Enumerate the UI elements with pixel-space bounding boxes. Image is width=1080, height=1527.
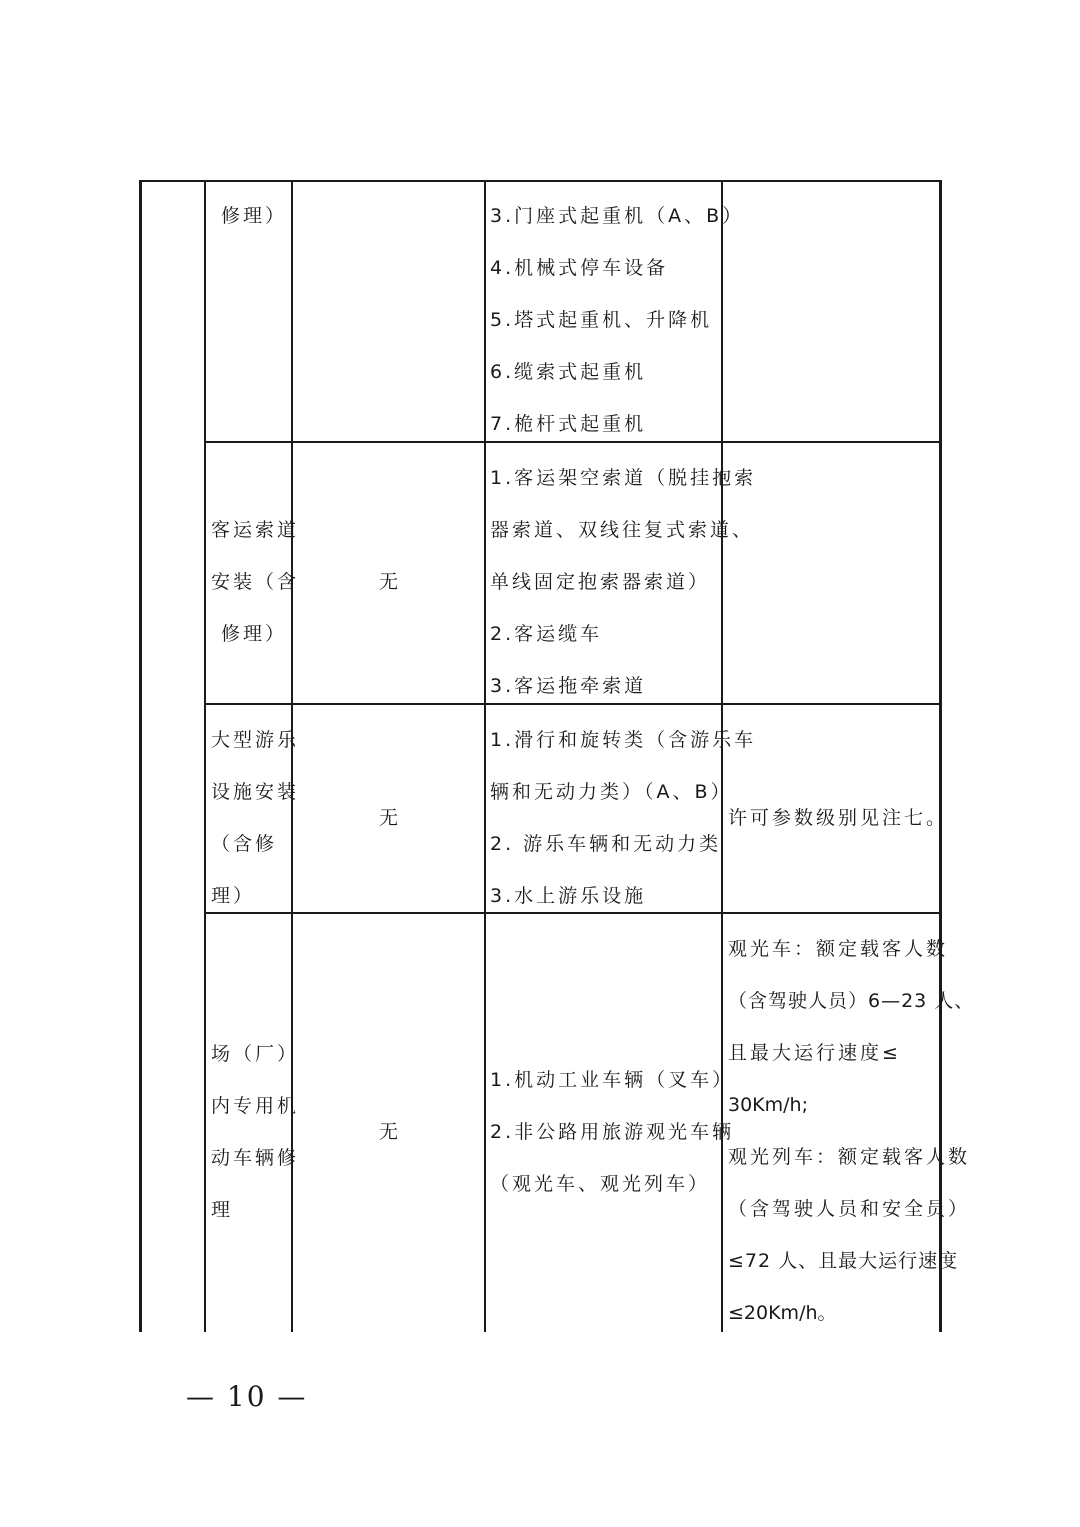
cell-equipment-type: 1.客运架空索道（脱挂抱索 — [490, 467, 757, 489]
table-row-divider — [204, 703, 942, 705]
cell-equipment-type: 2.非公路用旅游观光车辆 — [490, 1121, 735, 1143]
table-column-divider — [721, 180, 723, 1332]
page-number: — 10 — — [186, 1380, 308, 1413]
cell-equipment-type: （观光车、观光列车） — [490, 1173, 711, 1195]
cell-equipment-type: 3.门座式起重机（A、B） — [490, 205, 745, 227]
cell-project-name: 大型游乐 — [211, 729, 300, 751]
cell-equipment-type: 器索道、双线往复式索道、 — [490, 519, 755, 541]
cell-project-name: 理 — [211, 1199, 234, 1221]
cell-project-name: 理） — [211, 885, 256, 907]
cell-note: 观光列车：额定载客人数 — [728, 1146, 971, 1168]
cell-equipment-type: 辆和无动力类）（A、B） — [490, 781, 733, 803]
cell-project-name: 内专用机 — [211, 1095, 300, 1117]
cell-restriction: 无 — [378, 1121, 398, 1143]
table-column-divider — [484, 180, 486, 1332]
cell-note: （含驾驶人员）6—23 人、 — [728, 990, 975, 1012]
cell-project-name: 安装（含 — [211, 571, 300, 593]
cell-equipment-type: 2. 游乐车辆和无动力类 — [490, 833, 722, 855]
cell-equipment-type: 单线固定抱索器索道） — [490, 571, 711, 593]
cell-equipment-type: 5.塔式起重机、升降机 — [490, 309, 713, 331]
cell-note: （含驾驶人员和安全员） — [728, 1198, 971, 1220]
table-column-divider — [204, 180, 206, 1332]
cell-equipment-type: 2.客运缆车 — [490, 623, 603, 645]
cell-project-name: 动车辆修 — [211, 1147, 300, 1169]
cell-project-name: 场（厂） — [211, 1043, 300, 1065]
cell-note: 许可参数级别见注七。 — [728, 807, 949, 829]
cell-project-name: 修理） — [221, 623, 288, 645]
cell-equipment-type: 4.机械式停车设备 — [490, 257, 669, 279]
cell-note: ≤20Km/h。 — [728, 1302, 837, 1324]
cell-restriction: 无 — [378, 571, 398, 593]
cell-restriction: 无 — [378, 807, 398, 829]
cell-project-name: 设施安装 — [211, 781, 300, 803]
table-row-divider — [204, 441, 942, 443]
cell-equipment-type: 3.水上游乐设施 — [490, 885, 647, 907]
cell-project-name: 客运索道 — [211, 519, 300, 541]
table-border-top — [139, 180, 942, 182]
table-row-divider — [204, 912, 942, 914]
cell-equipment-type: 1.滑行和旋转类（含游乐车 — [490, 729, 757, 751]
cell-note: 30Km/h; — [728, 1094, 808, 1116]
cell-note: ≤72 人、且最大运行速度 — [728, 1250, 959, 1272]
cell-equipment-type: 1.机动工业车辆（叉车） — [490, 1069, 735, 1091]
cell-equipment-type: 3.客运拖牵索道 — [490, 675, 647, 697]
cell-project-name: （含修 — [211, 833, 278, 855]
cell-equipment-type: 7.桅杆式起重机 — [490, 413, 647, 435]
cell-project-name: 修理） — [221, 205, 288, 227]
cell-note: 且最大运行速度≤ — [728, 1042, 901, 1064]
table-border-left — [139, 180, 142, 1332]
cell-note: 观光车：额定载客人数 — [728, 938, 949, 960]
cell-equipment-type: 6.缆索式起重机 — [490, 361, 647, 383]
